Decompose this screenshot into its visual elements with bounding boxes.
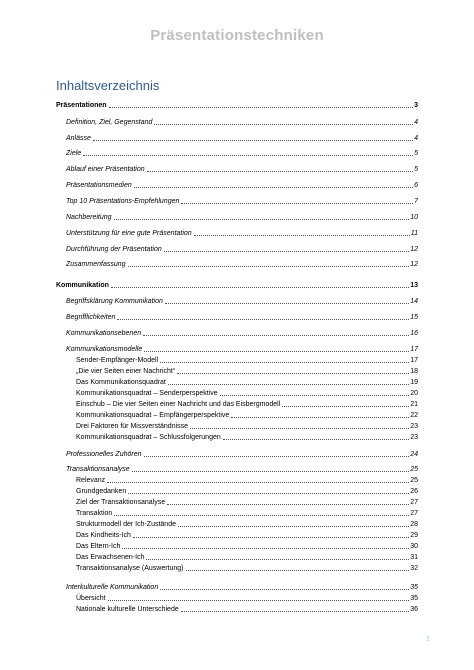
toc-entry[interactable]	[56, 508, 418, 518]
toc-entry-page: 5	[414, 150, 418, 157]
toc-entry[interactable]	[56, 280, 418, 290]
toc-entry-label: Grundgedanken	[76, 488, 127, 495]
toc-entry-label: Ziel der Transaktionsanalyse	[76, 499, 166, 506]
toc-entry[interactable]	[56, 117, 418, 127]
toc-entry-page: 27	[410, 510, 418, 517]
toc-entry-label: Drei Faktoren für Missverständnisse	[76, 423, 189, 430]
toc-entry-label: Top 10 Präsentations-Empfehlungen	[66, 198, 180, 205]
toc-entry-page: 11	[410, 230, 418, 237]
toc-leader-dots	[168, 384, 409, 385]
toc-entry-label: Interkulturelle Kommunikation	[66, 584, 159, 591]
toc-entry-page: 4	[414, 119, 418, 126]
toc-entry-page: 20	[410, 390, 418, 397]
toc-entry[interactable]	[56, 244, 418, 254]
toc-entry-label: Das Erwachsenen-Ich	[76, 554, 145, 561]
toc-entry[interactable]	[56, 541, 418, 551]
toc-entry-page: 28	[410, 521, 418, 528]
toc-entry-page: 35	[410, 584, 418, 591]
toc-entry[interactable]	[56, 563, 418, 573]
toc-leader-dots	[160, 589, 409, 590]
toc-entry[interactable]	[56, 296, 418, 306]
toc-leader-dots	[154, 124, 413, 125]
toc-leader-dots	[111, 287, 409, 288]
toc-entry[interactable]	[56, 164, 418, 174]
toc-entry-page: 24	[410, 451, 418, 458]
toc-leader-dots	[144, 456, 410, 457]
toc-entry[interactable]	[56, 180, 418, 190]
toc-entry-label: Professionelles Zuhören	[66, 451, 142, 458]
toc-leader-dots	[132, 471, 410, 472]
toc-entry-page: 29	[410, 532, 418, 539]
toc-entry-page: 35	[410, 595, 418, 602]
toc-leader-dots	[134, 187, 413, 188]
toc-entry[interactable]	[56, 497, 418, 507]
toc-entry-label: Kommunikationsebenen	[66, 330, 142, 337]
toc-leader-dots	[114, 515, 409, 516]
toc-leader-dots	[147, 171, 413, 172]
document-title: Präsentationstechniken	[150, 27, 324, 44]
toc-entry-page: 30	[410, 543, 418, 550]
toc-entry-label: Präsentationsmedien	[66, 182, 132, 189]
toc-entry-label: Kommunikation	[56, 282, 109, 289]
toc-entry-label: Transaktionsanalyse	[66, 466, 130, 473]
toc-entry[interactable]	[56, 475, 418, 485]
toc-leader-dots	[165, 303, 409, 304]
toc-entry-page: 31	[410, 554, 418, 561]
toc-leader-dots	[146, 559, 409, 560]
toc-entry-label: Begrifflichkeiten	[66, 314, 116, 321]
toc-entry-page: 22	[410, 412, 418, 419]
toc-entry[interactable]	[56, 388, 418, 398]
toc-entry[interactable]	[56, 100, 418, 110]
toc-leader-dots	[114, 219, 410, 220]
toc-entry-page: 12	[410, 246, 418, 253]
toc-entry-label: Ziele	[66, 150, 82, 157]
toc-entry[interactable]	[56, 377, 418, 387]
toc-entry[interactable]	[56, 212, 418, 222]
toc-entry[interactable]	[56, 519, 418, 529]
toc-entry[interactable]	[56, 421, 418, 431]
toc-entry-label: Einschub – Die vier Seiten einer Nachricht und das Eisbergmodell	[76, 401, 281, 408]
toc-entry[interactable]	[56, 593, 418, 603]
toc-entry-label: „Die vier Seiten einer Nachricht“	[76, 368, 176, 375]
toc-leader-dots	[107, 482, 409, 483]
toc-entry-label: Strukturmodell der Ich-Zustände	[76, 521, 176, 528]
toc-entry-page: 13	[410, 282, 418, 289]
toc-entry[interactable]	[56, 328, 418, 338]
toc-leader-dots	[109, 107, 414, 108]
toc-heading: Inhaltsverzeichnis	[56, 78, 160, 93]
toc-entry-label: Transaktionsanalyse (Auswertung)	[76, 565, 184, 572]
toc-leader-dots	[231, 417, 409, 418]
toc-entry-label: Das Kindheits-Ich	[76, 532, 131, 539]
toc-entry[interactable]	[56, 366, 418, 376]
toc-entry[interactable]	[56, 552, 418, 562]
toc-entry-page: 18	[410, 368, 418, 375]
toc-entry-label: Relevanz	[76, 477, 106, 484]
toc-leader-dots	[190, 428, 409, 429]
toc-leader-dots	[117, 319, 409, 320]
toc-entry-label: Begriffsklärung Kommunikation	[66, 298, 163, 305]
toc-leader-dots	[181, 611, 409, 612]
toc-entry-label: Kommunikationsmodelle	[66, 346, 143, 353]
toc-leader-dots	[93, 140, 413, 141]
toc-entry[interactable]	[56, 259, 418, 269]
toc-entry-page: 16	[410, 330, 418, 337]
toc-entry-page: 12	[410, 261, 418, 268]
toc-leader-dots	[167, 504, 409, 505]
toc-entry[interactable]	[56, 148, 418, 158]
toc-entry[interactable]	[56, 464, 418, 474]
toc-leader-dots	[178, 526, 409, 527]
toc-leader-dots	[181, 203, 413, 204]
toc-leader-dots	[133, 537, 409, 538]
toc-entry-page: 10	[410, 214, 418, 221]
toc-leader-dots	[194, 235, 410, 236]
toc-entry-page: 25	[410, 466, 418, 473]
toc-entry-label: Präsentationen	[56, 102, 107, 109]
toc-leader-dots	[144, 351, 409, 352]
toc-entry[interactable]	[56, 399, 418, 409]
page-number: 1	[426, 636, 430, 643]
toc-entry[interactable]	[56, 604, 418, 614]
toc-entry-page: 7	[414, 198, 418, 205]
toc-entry-page: 23	[410, 434, 418, 441]
toc-entry[interactable]	[56, 312, 418, 322]
toc-entry-page: 36	[410, 606, 418, 613]
toc-entry[interactable]	[56, 486, 418, 496]
toc-entry-page: 6	[414, 182, 418, 189]
toc-entry-page: 19	[410, 379, 418, 386]
toc-entry-label: Kommunikationsquadrat – Senderperspektive	[76, 390, 218, 397]
toc-entry-label: Nationale kulturelle Unterschiede	[76, 606, 179, 613]
toc-leader-dots	[83, 155, 413, 156]
toc-entry-label: Übersicht	[76, 595, 106, 602]
toc-entry[interactable]	[56, 344, 418, 354]
toc-entry-label: Kommunikationsquadrat – Schlussfolgerungen	[76, 434, 221, 441]
toc-entry-page: 21	[410, 401, 418, 408]
toc-entry-label: Sender-Empfänger-Modell	[76, 357, 159, 364]
toc-leader-dots	[143, 335, 409, 336]
toc-leader-dots	[186, 570, 410, 571]
toc-entry[interactable]	[56, 196, 418, 206]
toc-leader-dots	[122, 548, 409, 549]
toc-entry-page: 3	[414, 102, 418, 109]
toc-leader-dots	[160, 362, 409, 363]
toc-entry-label: Das Eltern-Ich	[76, 543, 121, 550]
toc-leader-dots	[177, 373, 409, 374]
toc-entry-page: 26	[410, 488, 418, 495]
toc-leader-dots	[282, 406, 409, 407]
toc-entry-page: 17	[410, 357, 418, 364]
toc-leader-dots	[108, 600, 410, 601]
toc-leader-dots	[128, 266, 410, 267]
toc-entry[interactable]	[56, 530, 418, 540]
toc-entry-page: 23	[410, 423, 418, 430]
toc-entry-label: Zusammenfassung	[66, 261, 126, 268]
toc-entry[interactable]	[56, 432, 418, 442]
toc-entry[interactable]	[56, 133, 418, 143]
toc-entry-page: 5	[414, 166, 418, 173]
toc-entry-page: 15	[410, 314, 418, 321]
toc-entry-label: Durchführung der Präsentation	[66, 246, 162, 253]
toc-entry[interactable]	[56, 410, 418, 420]
toc-leader-dots	[223, 439, 409, 440]
toc-entry[interactable]	[56, 355, 418, 365]
toc-leader-dots	[220, 395, 410, 396]
toc-entry-page: 32	[410, 565, 418, 572]
toc-entry-label: Anlässe	[66, 135, 91, 142]
toc-entry-page: 25	[410, 477, 418, 484]
toc-entry-label: Definition, Ziel, Gegenstand	[66, 119, 153, 126]
toc-entry-label: Unterstützung für eine gute Präsentation	[66, 230, 192, 237]
toc-leader-dots	[128, 493, 409, 494]
toc-entry-page: 14	[410, 298, 418, 305]
toc-entry-page: 17	[410, 346, 418, 353]
toc-entry-label: Kommunikationsquadrat – Empfängerperspektive	[76, 412, 230, 419]
toc-entry-label: Das Kommunikationsquadrat	[76, 379, 166, 386]
toc-entry-label: Nachbereitung	[66, 214, 112, 221]
toc-entry-page: 27	[410, 499, 418, 506]
toc-leader-dots	[164, 251, 409, 252]
toc-entry[interactable]	[56, 582, 418, 592]
toc-entry[interactable]	[56, 449, 418, 459]
toc-entry-label: Ablauf einer Präsentation	[66, 166, 145, 173]
toc-entry-page: 4	[414, 135, 418, 142]
toc-entry-label: Transaktion	[76, 510, 113, 517]
toc-entry[interactable]	[56, 228, 418, 238]
